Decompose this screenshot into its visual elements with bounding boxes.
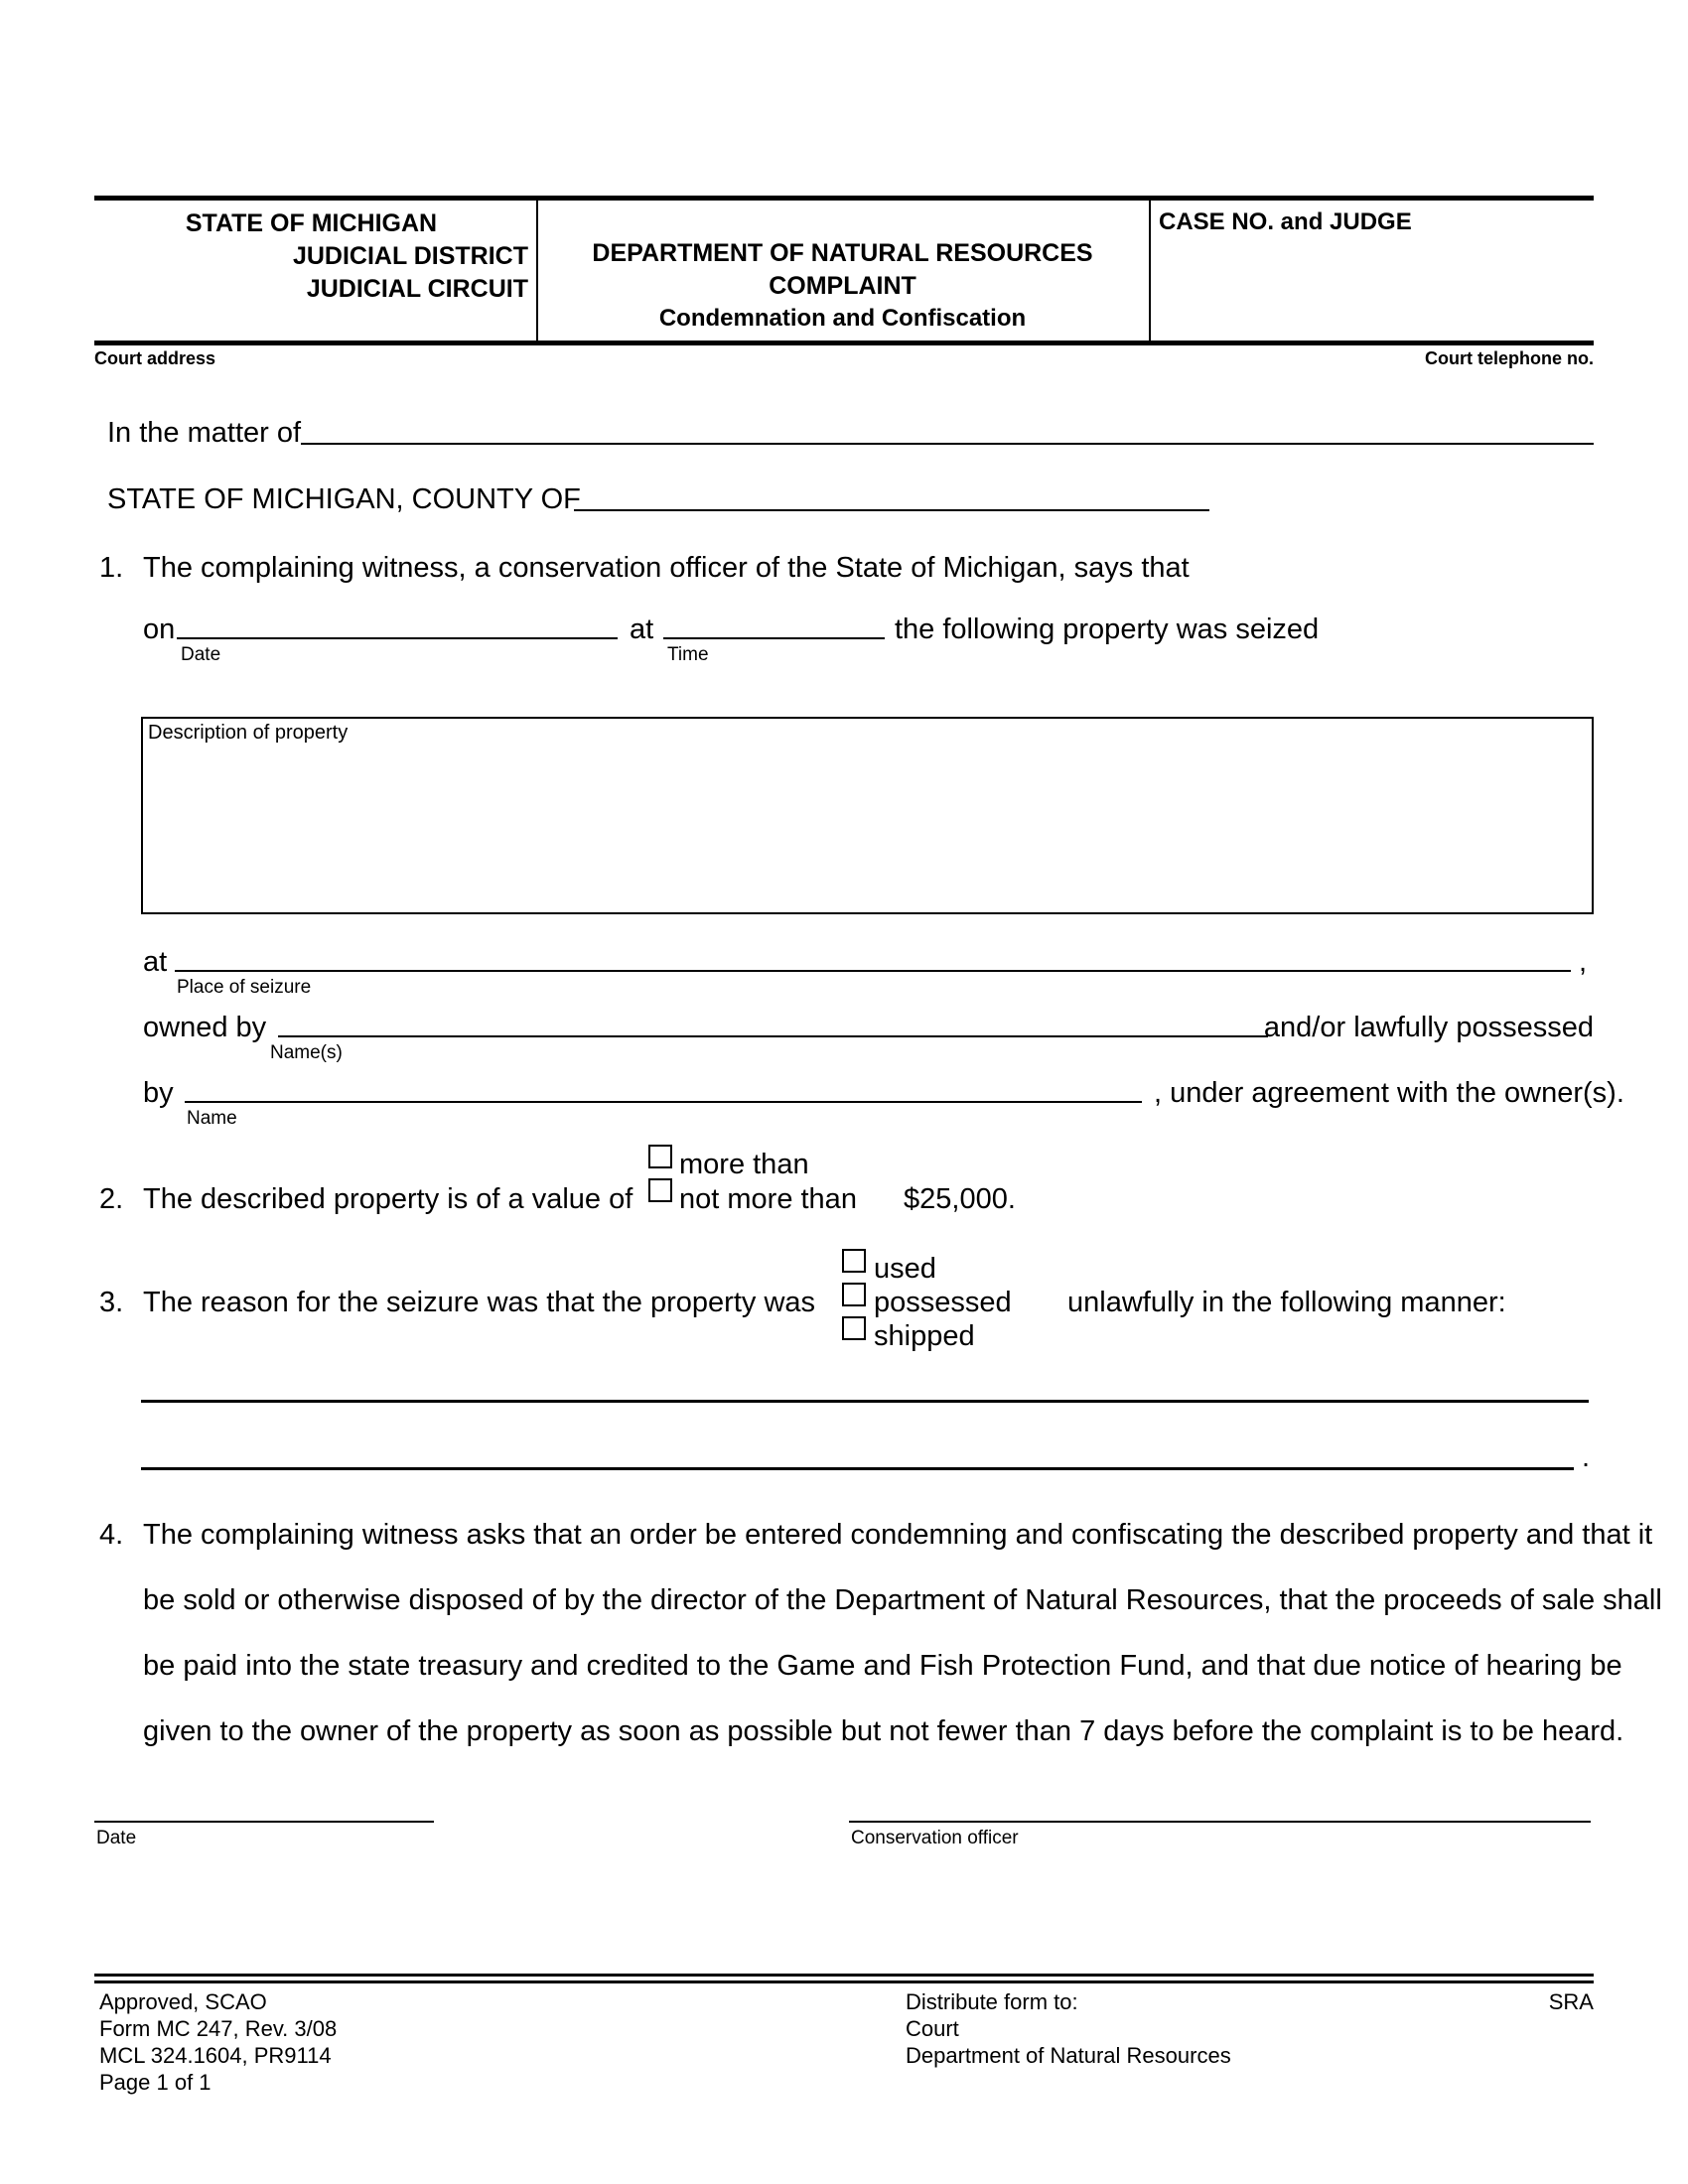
- name-caption: Name: [187, 1108, 237, 1129]
- footer-mcl: MCL 324.1604, PR9114: [99, 2043, 332, 2068]
- condemnation-subtitle: Condemnation and Confiscation: [658, 305, 1027, 332]
- court-telephone-label: Court telephone no.: [1425, 348, 1594, 368]
- signature-officer-caption: Conservation officer: [851, 1828, 1019, 1848]
- item4-line-4: given to the owner of the property as soon as possible but not fewer than 7 days before the complaint is to be heard.: [143, 1715, 1624, 1747]
- state-of-michigan-label: STATE OF MICHIGAN: [185, 209, 438, 237]
- possessor-name-input-line[interactable]: [185, 1101, 1142, 1103]
- header-divider-2: [1149, 201, 1151, 341]
- not-more-than-checkbox[interactable]: [648, 1178, 672, 1202]
- matter-label: In the matter of: [107, 417, 302, 449]
- item1-text: The complaining witness, a conservation officer of the State of Michigan, says that: [143, 552, 1190, 584]
- at-time-label: at: [630, 614, 654, 645]
- court-address-label: Court address: [94, 348, 216, 368]
- place-caption: Place of seizure: [177, 977, 312, 998]
- shipped-label: shipped: [874, 1320, 975, 1352]
- county-label: STATE OF MICHIGAN, COUNTY OF: [107, 483, 581, 515]
- more-than-checkbox[interactable]: [648, 1145, 672, 1168]
- matter-input-line[interactable]: [301, 443, 1594, 445]
- item4-number: 4.: [99, 1519, 124, 1551]
- description-box-label: Description of property: [148, 722, 349, 744]
- item1-number: 1.: [99, 552, 124, 584]
- used-checkbox[interactable]: [842, 1249, 866, 1273]
- amount-text: $25,000.: [904, 1183, 1016, 1215]
- description-of-property-box[interactable]: [141, 717, 1594, 914]
- footer-distribute-dnr: Department of Natural Resources: [906, 2043, 1231, 2068]
- item4-line-1: The complaining witness asks that an order be entered condemning and confiscating the described property and that it: [143, 1519, 1653, 1551]
- date-input-line[interactable]: [177, 637, 618, 639]
- owned-by-label: owned by: [143, 1012, 267, 1043]
- place-input-line[interactable]: [175, 970, 1571, 972]
- footer-distribute-court: Court: [906, 2016, 959, 2041]
- manner-input-line-2[interactable]: [141, 1467, 1574, 1470]
- names-caption: Name(s): [270, 1042, 343, 1063]
- owner-names-input-line[interactable]: [278, 1035, 1268, 1037]
- signature-date-caption: Date: [96, 1828, 137, 1848]
- footer-form-number: Form MC 247, Rev. 3/08: [99, 2016, 338, 2041]
- item3-number: 3.: [99, 1287, 124, 1318]
- signature-date-line[interactable]: [94, 1821, 434, 1823]
- by-label: by: [143, 1077, 174, 1109]
- lawfully-possessed-text: and/or lawfully possessed: [1263, 1012, 1594, 1043]
- possessed-label: possessed: [874, 1287, 1012, 1318]
- unlawfully-text: unlawfully in the following manner:: [1067, 1287, 1506, 1318]
- shipped-checkbox[interactable]: [842, 1316, 866, 1340]
- date-caption: Date: [181, 644, 221, 665]
- header-bottom-rule: [94, 341, 1594, 345]
- seized-text: the following property was seized: [895, 614, 1320, 645]
- item2-number: 2.: [99, 1183, 124, 1215]
- time-input-line[interactable]: [663, 637, 885, 639]
- case-no-judge-field[interactable]: [1159, 243, 1586, 338]
- judicial-circuit-label: JUDICIAL CIRCUIT: [306, 275, 528, 303]
- footer-page-number: Page 1 of 1: [99, 2070, 211, 2095]
- more-than-label: more than: [679, 1149, 809, 1180]
- footer-sra: SRA: [1548, 1989, 1594, 2014]
- place-at-label: at: [143, 946, 168, 978]
- footer-distribute-label: Distribute form to:: [906, 1989, 1078, 2014]
- item4-line-3: be paid into the state treasury and credited to the Game and Fish Protection Fund, and that due notice of hearing be: [143, 1650, 1622, 1682]
- judicial-district-label: JUDICIAL DISTRICT: [292, 242, 528, 270]
- complaint-title: COMPLAINT: [769, 272, 916, 300]
- county-input-line[interactable]: [574, 509, 1209, 511]
- department-title: DEPARTMENT OF NATURAL RESOURCES: [592, 239, 1093, 267]
- on-label: on: [143, 614, 176, 645]
- item2-text: The described property is of a value of: [143, 1183, 633, 1215]
- not-more-than-label: not more than: [679, 1183, 857, 1215]
- case-no-judge-label: CASE NO. and JUDGE: [1159, 208, 1412, 235]
- header-top-rule: [94, 196, 1594, 201]
- manner-period: .: [1582, 1441, 1591, 1473]
- time-caption: Time: [667, 644, 709, 665]
- used-label: used: [874, 1253, 936, 1285]
- footer-approved: Approved, SCAO: [99, 1989, 267, 2014]
- agreement-text: , under agreement with the owner(s).: [1154, 1077, 1624, 1109]
- possessed-checkbox[interactable]: [842, 1283, 866, 1306]
- footer-rule-top: [94, 1974, 1594, 1977]
- manner-input-line-1[interactable]: [141, 1400, 1589, 1403]
- place-comma: ,: [1579, 946, 1588, 978]
- item3-text: The reason for the seizure was that the property was: [143, 1287, 816, 1318]
- footer-rule-bottom: [94, 1980, 1594, 1983]
- signature-officer-line[interactable]: [849, 1821, 1591, 1823]
- item4-line-2: be sold or otherwise disposed of by the director of the Department of Natural Resources, that the proceeds of sale shall: [143, 1584, 1662, 1616]
